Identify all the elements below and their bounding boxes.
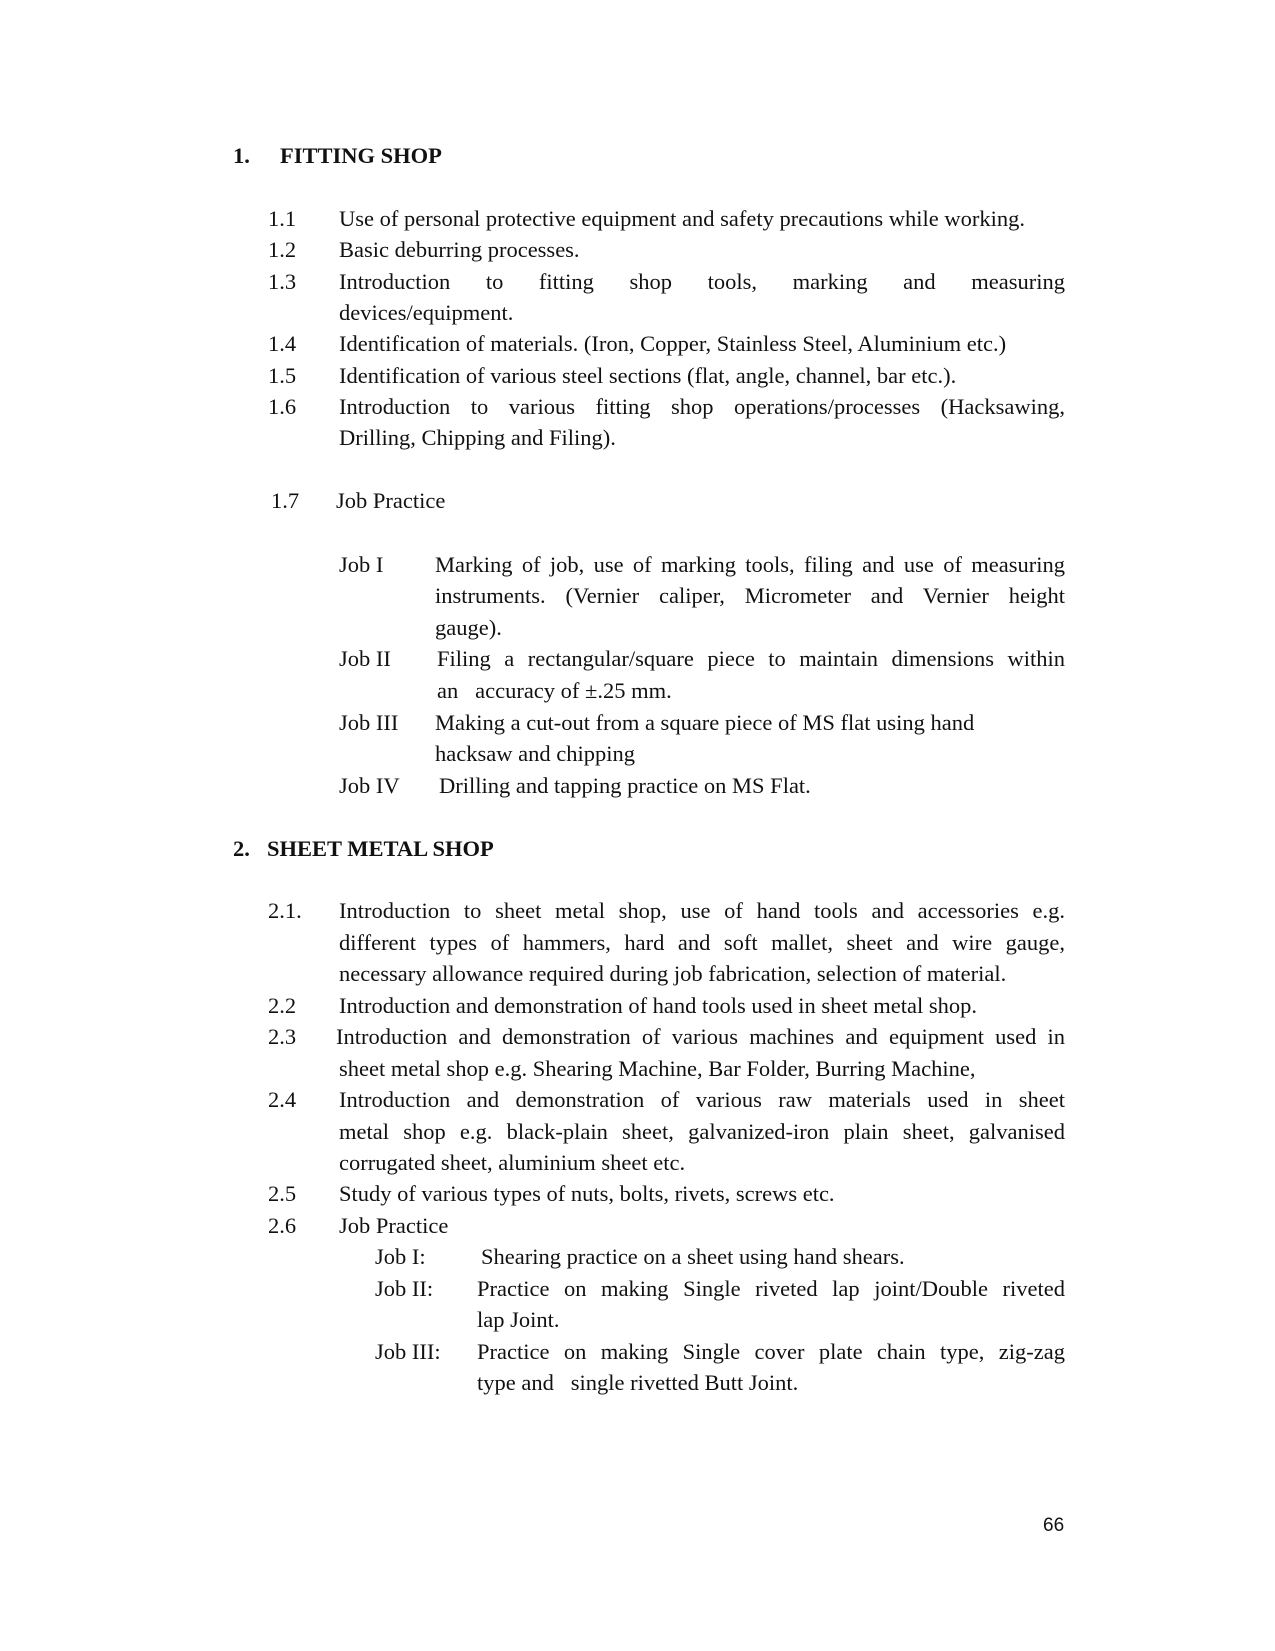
item-text-line: Introduction to various fitting shop operations/processes (Hacksawing, (339, 394, 1065, 419)
item-text: Identification of various steel sections (flat, angle, channel, bar etc.). (339, 363, 957, 388)
item-number: 1.7 (271, 488, 300, 513)
item-number: 2.4 (268, 1087, 297, 1112)
job-label: Job I (339, 552, 384, 577)
job-label: Job III: (375, 1339, 441, 1364)
section-1-title: FITTING SHOP (280, 143, 442, 168)
item-text: Job Practice (339, 1213, 449, 1238)
job-text-line: Making a cut-out from a square piece of MS flat using hand (435, 710, 975, 735)
job-text-line: gauge). (435, 615, 502, 640)
item-text: Use of personal protective equipment and safety precautions while working. (339, 206, 1026, 231)
item-number: 2.3 (268, 1024, 297, 1049)
job-text-line: Practice on making Single cover plate chain type, zig-zag (477, 1339, 1065, 1364)
job-label: Job II (339, 646, 391, 671)
section-2-number: 2. (233, 836, 250, 861)
item-number: 1.1 (268, 206, 297, 231)
section-2-title: SHEET METAL SHOP (267, 836, 494, 861)
item-number: 1.3 (268, 269, 297, 294)
item-number: 1.4 (268, 331, 297, 356)
item-text: Job Practice (336, 488, 446, 513)
item-text-line: Introduction and demonstration of various machines and equipment used in (336, 1024, 1065, 1049)
job-label: Job II: (375, 1276, 434, 1301)
job-text-line: Practice on making Single riveted lap joint/Double riveted (477, 1276, 1065, 1301)
item-text-line: metal shop e.g. black-plain sheet, galvanized-iron plain sheet, galvanised (339, 1119, 1065, 1144)
item-text-line: corrugated sheet, aluminium sheet etc. (339, 1150, 686, 1175)
item-text: Study of various types of nuts, bolts, rivets, screws etc. (339, 1181, 835, 1206)
item-text-line: Introduction to fitting shop tools, marking and measuring (339, 269, 1065, 294)
item-text: Basic deburring processes. (339, 237, 580, 262)
item-number: 1.6 (268, 394, 297, 419)
item-number: 2.6 (268, 1213, 297, 1238)
item-text-line: sheet metal shop e.g. Shearing Machine, Bar Folder, Burring Machine, (339, 1056, 976, 1081)
job-text-line: an accuracy of ±.25 mm. (437, 678, 672, 703)
job-text-line: hacksaw and chipping (435, 741, 635, 766)
job-label: Job III (339, 710, 399, 735)
item-number: 2.1. (268, 898, 302, 923)
job-label: Job IV (339, 773, 400, 798)
job-text-line: type and single rivetted Butt Joint. (477, 1370, 799, 1395)
item-text: Identification of materials. (Iron, Copper, Stainless Steel, Aluminium etc.) (339, 331, 1007, 356)
job-label: Job I: (375, 1244, 426, 1269)
job-text-line: instruments. (Vernier caliper, Micrometer and Vernier height (435, 583, 1065, 608)
item-text-line: Drilling, Chipping and Filing). (339, 425, 616, 450)
item-text-line: different types of hammers, hard and soft mallet, sheet and wire gauge, (339, 930, 1065, 955)
job-text-line: lap Joint. (477, 1307, 560, 1332)
item-text-line: Introduction to sheet metal shop, use of hand tools and accessories e.g. (339, 898, 1065, 923)
job-text-line: Shearing practice on a sheet using hand shears. (481, 1244, 905, 1269)
job-text-line: Marking of job, use of marking tools, filing and use of measuring (435, 552, 1065, 577)
job-text-line: Drilling and tapping practice on MS Flat. (439, 773, 811, 798)
item-number: 1.5 (268, 363, 297, 388)
page-number: 66 (1043, 1515, 1065, 1536)
item-number: 2.5 (268, 1181, 297, 1206)
item-number: 2.2 (268, 993, 297, 1018)
item-text-line: necessary allowance required during job fabrication, selection of material. (339, 961, 1007, 986)
item-text: Introduction and demonstration of hand tools used in sheet metal shop. (339, 993, 978, 1018)
item-text-line: Introduction and demonstration of various raw materials used in sheet (339, 1087, 1065, 1112)
section-1-number: 1. (233, 143, 250, 168)
item-number: 1.2 (268, 237, 297, 262)
item-text-line: devices/equipment. (339, 300, 514, 325)
job-text-line: Filing a rectangular/square piece to maintain dimensions within (437, 646, 1065, 671)
